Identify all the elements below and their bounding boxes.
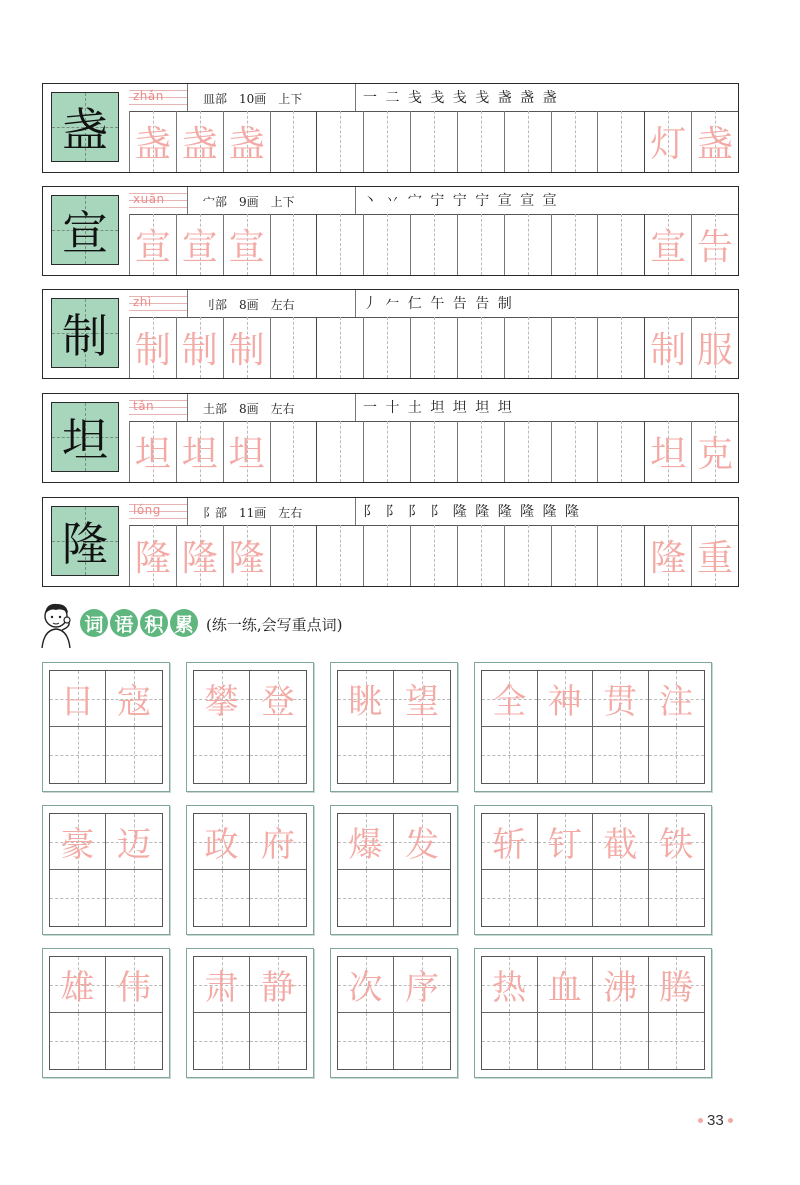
trace-character: 盏 xyxy=(134,124,171,165)
pinyin-box[interactable] xyxy=(129,290,188,317)
word-accumulation-header xyxy=(38,600,458,650)
word-cell[interactable] xyxy=(593,727,649,783)
main-character: 宣 xyxy=(62,206,108,260)
word-grid xyxy=(481,813,705,927)
word-cell[interactable] xyxy=(538,870,594,926)
practice-cell[interactable] xyxy=(504,214,551,275)
practice-grid xyxy=(129,525,738,586)
word-practice-box xyxy=(42,662,170,792)
word-cell[interactable] xyxy=(538,1013,594,1069)
practice-cell[interactable] xyxy=(176,317,223,378)
pinyin-box[interactable] xyxy=(129,84,188,111)
trace-character: 豪 xyxy=(60,825,95,865)
trace-character: 灯 xyxy=(650,124,687,165)
word-cell[interactable] xyxy=(482,727,538,783)
trace-character: 雄 xyxy=(60,968,95,1008)
word-grid xyxy=(193,956,307,1070)
character-row xyxy=(42,186,739,276)
practice-cell[interactable] xyxy=(504,111,551,172)
divider xyxy=(355,84,356,111)
section-title-char: 积 xyxy=(140,609,168,637)
practice-cell[interactable] xyxy=(597,317,644,378)
practice-cell[interactable] xyxy=(176,525,223,586)
trace-character: 全 xyxy=(492,682,527,722)
word-cell[interactable] xyxy=(194,957,250,1013)
trace-character: 盏 xyxy=(697,124,734,165)
word-grid xyxy=(337,956,451,1070)
divider xyxy=(355,498,356,525)
trace-character: 制 xyxy=(228,330,265,371)
practice-cell[interactable] xyxy=(176,214,223,275)
practice-cell[interactable] xyxy=(270,421,317,482)
stroke-order: 一 十 土 坦 坦 坦 坦 xyxy=(363,400,514,416)
word-cell[interactable] xyxy=(250,727,306,783)
trace-character: 伟 xyxy=(117,968,151,1008)
pinyin: zhì xyxy=(133,295,152,309)
trace-character: 宣 xyxy=(650,227,687,268)
word-cell[interactable] xyxy=(482,814,538,870)
trace-character: 制 xyxy=(181,330,218,371)
practice-cell[interactable] xyxy=(270,317,317,378)
pinyin: zhǎn xyxy=(133,89,164,103)
trace-character: 寇 xyxy=(117,682,151,722)
word-cell[interactable] xyxy=(338,727,394,783)
word-cell[interactable] xyxy=(649,727,705,783)
trace-character: 隆 xyxy=(134,538,171,579)
word-cell[interactable] xyxy=(538,671,594,727)
page-number-text: 33 xyxy=(707,1112,724,1129)
practice-cell[interactable] xyxy=(551,317,598,378)
word-cell[interactable] xyxy=(538,727,594,783)
word-practice-box xyxy=(330,805,458,935)
practice-cell[interactable] xyxy=(410,214,457,275)
practice-cell[interactable] xyxy=(316,525,363,586)
word-practice-box xyxy=(42,948,170,1078)
trace-character: 眺 xyxy=(348,682,383,722)
word-cell[interactable] xyxy=(194,671,250,727)
word-cell[interactable] xyxy=(649,671,705,727)
radical-strokes-structure: 刂部 8画 左右 xyxy=(203,298,295,312)
word-grid xyxy=(481,956,705,1070)
word-practice-box xyxy=(42,805,170,935)
word-practice-box xyxy=(330,662,458,792)
practice-cell[interactable] xyxy=(457,111,504,172)
practice-cell[interactable] xyxy=(691,214,738,275)
pinyin-box[interactable] xyxy=(129,498,188,525)
word-cell[interactable] xyxy=(194,727,250,783)
word-cell[interactable] xyxy=(538,814,594,870)
main-character-tile xyxy=(51,92,119,162)
word-grid xyxy=(49,670,163,784)
trace-character: 盏 xyxy=(228,124,265,165)
stroke-order: 丿 𠂉 仁 午 告 告 制 xyxy=(363,296,514,312)
character-info-line xyxy=(129,498,738,526)
trace-character: 制 xyxy=(134,330,171,371)
practice-cell[interactable] xyxy=(223,111,270,172)
trace-character: 斩 xyxy=(492,825,527,865)
trace-character: 次 xyxy=(348,968,383,1008)
trace-character: 服 xyxy=(697,330,734,371)
word-cell[interactable] xyxy=(50,671,106,727)
divider xyxy=(355,290,356,317)
word-practice-box xyxy=(186,948,314,1078)
main-character-tile xyxy=(51,298,119,368)
character-info-line xyxy=(129,187,738,215)
pinyin: xuān xyxy=(133,192,165,206)
practice-cell[interactable] xyxy=(223,525,270,586)
practice-cell[interactable] xyxy=(129,317,176,378)
word-cell[interactable] xyxy=(106,870,162,926)
practice-grid xyxy=(129,214,738,275)
word-cell[interactable] xyxy=(649,870,705,926)
character-row xyxy=(42,289,739,379)
word-cell[interactable] xyxy=(250,870,306,926)
main-character-tile xyxy=(51,402,119,472)
word-cell[interactable] xyxy=(250,1013,306,1069)
practice-cell[interactable] xyxy=(644,111,691,172)
word-cell[interactable] xyxy=(194,870,250,926)
trace-character: 血 xyxy=(547,968,582,1008)
radical-strokes-structure: 土部 8画 左右 xyxy=(203,402,295,416)
trace-character: 坦 xyxy=(181,434,218,475)
practice-cell[interactable] xyxy=(316,111,363,172)
main-character: 制 xyxy=(62,309,108,363)
practice-cell[interactable] xyxy=(597,421,644,482)
character-info-line xyxy=(129,290,738,318)
practice-cell[interactable] xyxy=(644,421,691,482)
trace-character: 制 xyxy=(650,330,687,371)
pinyin: lóng xyxy=(133,503,161,517)
practice-cell[interactable] xyxy=(223,317,270,378)
practice-cell[interactable] xyxy=(597,111,644,172)
word-cell[interactable] xyxy=(649,1013,705,1069)
practice-cell[interactable] xyxy=(504,421,551,482)
practice-cell[interactable] xyxy=(129,214,176,275)
practice-cell[interactable] xyxy=(363,525,410,586)
word-cell[interactable] xyxy=(649,957,705,1013)
trace-character: 爆 xyxy=(348,825,383,865)
word-cell[interactable] xyxy=(394,870,450,926)
divider xyxy=(355,394,356,421)
practice-cell[interactable] xyxy=(597,525,644,586)
word-cell[interactable] xyxy=(338,957,394,1013)
trace-character: 望 xyxy=(405,682,439,722)
word-cell[interactable] xyxy=(394,957,450,1013)
word-cell[interactable] xyxy=(394,671,450,727)
trace-character: 沸 xyxy=(603,968,638,1008)
pinyin-box[interactable] xyxy=(129,394,188,421)
practice-cell[interactable] xyxy=(410,111,457,172)
word-cell[interactable] xyxy=(593,814,649,870)
practice-cell[interactable] xyxy=(551,111,598,172)
word-cell[interactable] xyxy=(394,814,450,870)
character-row xyxy=(42,83,739,173)
trace-character: 攀 xyxy=(204,682,239,722)
word-grid xyxy=(337,670,451,784)
radical-strokes-structure: 皿部 10画 上下 xyxy=(203,92,303,106)
trace-character: 宣 xyxy=(134,227,171,268)
word-cell[interactable] xyxy=(593,671,649,727)
trace-character: 静 xyxy=(261,968,295,1008)
practice-cell[interactable] xyxy=(176,421,223,482)
practice-cell[interactable] xyxy=(176,111,223,172)
practice-cell[interactable] xyxy=(644,317,691,378)
radical-strokes-structure: 阝部 11画 左右 xyxy=(203,506,303,520)
practice-cell[interactable] xyxy=(223,214,270,275)
trace-character: 隆 xyxy=(650,538,687,579)
trace-character: 政 xyxy=(204,825,239,865)
practice-cell[interactable] xyxy=(551,525,598,586)
word-practice-box xyxy=(474,948,712,1078)
practice-cell[interactable] xyxy=(457,214,504,275)
trace-character: 截 xyxy=(603,825,638,865)
trace-character: 钉 xyxy=(547,825,582,865)
practice-cell[interactable] xyxy=(129,421,176,482)
practice-cell[interactable] xyxy=(410,421,457,482)
word-cell[interactable] xyxy=(50,814,106,870)
dot-icon xyxy=(698,1118,703,1123)
practice-cell[interactable] xyxy=(270,111,317,172)
practice-cell[interactable] xyxy=(363,421,410,482)
word-cell[interactable] xyxy=(593,1013,649,1069)
word-cell[interactable] xyxy=(250,957,306,1013)
stroke-order: 丶 丷 宀 宁 宁 宁 宣 宣 宣 xyxy=(363,193,559,209)
practice-cell[interactable] xyxy=(691,111,738,172)
trace-character: 府 xyxy=(261,825,295,865)
practice-cell[interactable] xyxy=(691,421,738,482)
practice-cell[interactable] xyxy=(410,317,457,378)
practice-grid xyxy=(129,421,738,482)
stroke-order: 一 二 戋 戋 戋 戋 盏 盏 盏 xyxy=(363,90,559,106)
practice-cell[interactable] xyxy=(129,525,176,586)
word-cell[interactable] xyxy=(194,814,250,870)
trace-character: 隆 xyxy=(181,538,218,579)
word-cell[interactable] xyxy=(593,870,649,926)
trace-character: 登 xyxy=(261,682,295,722)
main-character: 坦 xyxy=(62,413,108,467)
practice-cell[interactable] xyxy=(316,214,363,275)
word-grid xyxy=(337,813,451,927)
practice-cell[interactable] xyxy=(457,421,504,482)
main-character: 盏 xyxy=(62,103,108,157)
practice-cell[interactable] xyxy=(316,317,363,378)
trace-character: 日 xyxy=(60,682,95,722)
section-title-char: 累 xyxy=(170,609,198,637)
trace-character: 重 xyxy=(697,538,734,579)
trace-character: 坦 xyxy=(228,434,265,475)
practice-cell[interactable] xyxy=(691,525,738,586)
trace-character: 宣 xyxy=(181,227,218,268)
dot-icon xyxy=(728,1118,733,1123)
trace-character: 克 xyxy=(697,434,734,475)
trace-character: 贯 xyxy=(603,682,638,722)
word-cell[interactable] xyxy=(106,814,162,870)
practice-cell[interactable] xyxy=(410,525,457,586)
practice-cell[interactable] xyxy=(129,111,176,172)
practice-cell[interactable] xyxy=(644,214,691,275)
word-cell[interactable] xyxy=(50,1013,106,1069)
practice-cell[interactable] xyxy=(691,317,738,378)
word-grid xyxy=(481,670,705,784)
word-cell[interactable] xyxy=(106,957,162,1013)
trace-character: 盏 xyxy=(181,124,218,165)
word-cell[interactable] xyxy=(338,870,394,926)
word-cell[interactable] xyxy=(50,727,106,783)
word-cell[interactable] xyxy=(106,1013,162,1069)
character-row xyxy=(42,497,739,587)
practice-cell[interactable] xyxy=(270,214,317,275)
trace-character: 注 xyxy=(659,682,694,722)
practice-cell[interactable] xyxy=(504,525,551,586)
word-practice-box xyxy=(330,948,458,1078)
word-cell[interactable] xyxy=(50,870,106,926)
word-cell[interactable] xyxy=(194,1013,250,1069)
practice-cell[interactable] xyxy=(363,214,410,275)
trace-character: 发 xyxy=(405,825,439,865)
word-cell[interactable] xyxy=(394,727,450,783)
trace-character: 迈 xyxy=(117,825,151,865)
trace-character: 序 xyxy=(405,968,439,1008)
word-cell[interactable] xyxy=(250,814,306,870)
main-character-tile xyxy=(51,195,119,265)
practice-cell[interactable] xyxy=(504,317,551,378)
word-practice-box xyxy=(186,805,314,935)
section-title xyxy=(80,609,198,637)
trace-character: 隆 xyxy=(228,538,265,579)
word-cell[interactable] xyxy=(649,814,705,870)
trace-character: 肃 xyxy=(204,968,239,1008)
pinyin-box[interactable] xyxy=(129,187,188,214)
word-grid xyxy=(193,813,307,927)
word-grid xyxy=(193,670,307,784)
word-cell[interactable] xyxy=(106,671,162,727)
stroke-order: 阝 阝 阝 阝 隆 隆 隆 隆 隆 隆 xyxy=(363,504,582,520)
word-practice-box xyxy=(474,805,712,935)
word-cell[interactable] xyxy=(338,1013,394,1069)
practice-cell[interactable] xyxy=(316,421,363,482)
practice-cell[interactable] xyxy=(363,317,410,378)
practice-cell[interactable] xyxy=(644,525,691,586)
pinyin: tǎn xyxy=(133,399,155,413)
character-info-line xyxy=(129,394,738,422)
word-cell[interactable] xyxy=(482,671,538,727)
word-cell[interactable] xyxy=(394,1013,450,1069)
word-practice-box xyxy=(474,662,712,792)
divider xyxy=(355,187,356,214)
word-cell[interactable] xyxy=(338,814,394,870)
section-title-char: 语 xyxy=(110,609,138,637)
practice-cell[interactable] xyxy=(363,111,410,172)
practice-cell[interactable] xyxy=(457,525,504,586)
section-note: (练一练,会写重点词) xyxy=(206,616,343,634)
word-grid xyxy=(49,956,163,1070)
trace-character: 热 xyxy=(492,968,527,1008)
trace-character: 神 xyxy=(547,682,582,722)
trace-character: 告 xyxy=(697,227,734,268)
trace-character: 铁 xyxy=(659,825,694,865)
boy-thinking-icon xyxy=(38,600,84,650)
word-cell[interactable] xyxy=(250,671,306,727)
trace-character: 腾 xyxy=(659,968,694,1008)
character-row xyxy=(42,393,739,483)
practice-cell[interactable] xyxy=(551,214,598,275)
word-cell[interactable] xyxy=(538,957,594,1013)
main-character: 隆 xyxy=(62,517,108,571)
word-cell[interactable] xyxy=(482,1013,538,1069)
practice-grid xyxy=(129,317,738,378)
main-character-tile xyxy=(51,506,119,576)
trace-character: 坦 xyxy=(650,434,687,475)
word-cell[interactable] xyxy=(593,957,649,1013)
radical-strokes-structure: 宀部 9画 上下 xyxy=(203,195,295,209)
page-number xyxy=(698,1112,733,1129)
practice-cell[interactable] xyxy=(597,214,644,275)
practice-cell[interactable] xyxy=(551,421,598,482)
practice-cell[interactable] xyxy=(457,317,504,378)
word-cell[interactable] xyxy=(106,727,162,783)
word-grid xyxy=(49,813,163,927)
practice-cell[interactable] xyxy=(223,421,270,482)
section-title-char: 词 xyxy=(80,609,108,637)
practice-grid xyxy=(129,111,738,172)
word-cell[interactable] xyxy=(482,957,538,1013)
word-cell[interactable] xyxy=(482,870,538,926)
practice-cell[interactable] xyxy=(270,525,317,586)
trace-character: 坦 xyxy=(134,434,171,475)
word-cell[interactable] xyxy=(338,671,394,727)
trace-character: 宣 xyxy=(228,227,265,268)
character-info-line xyxy=(129,84,738,112)
word-cell[interactable] xyxy=(50,957,106,1013)
word-practice-box xyxy=(186,662,314,792)
